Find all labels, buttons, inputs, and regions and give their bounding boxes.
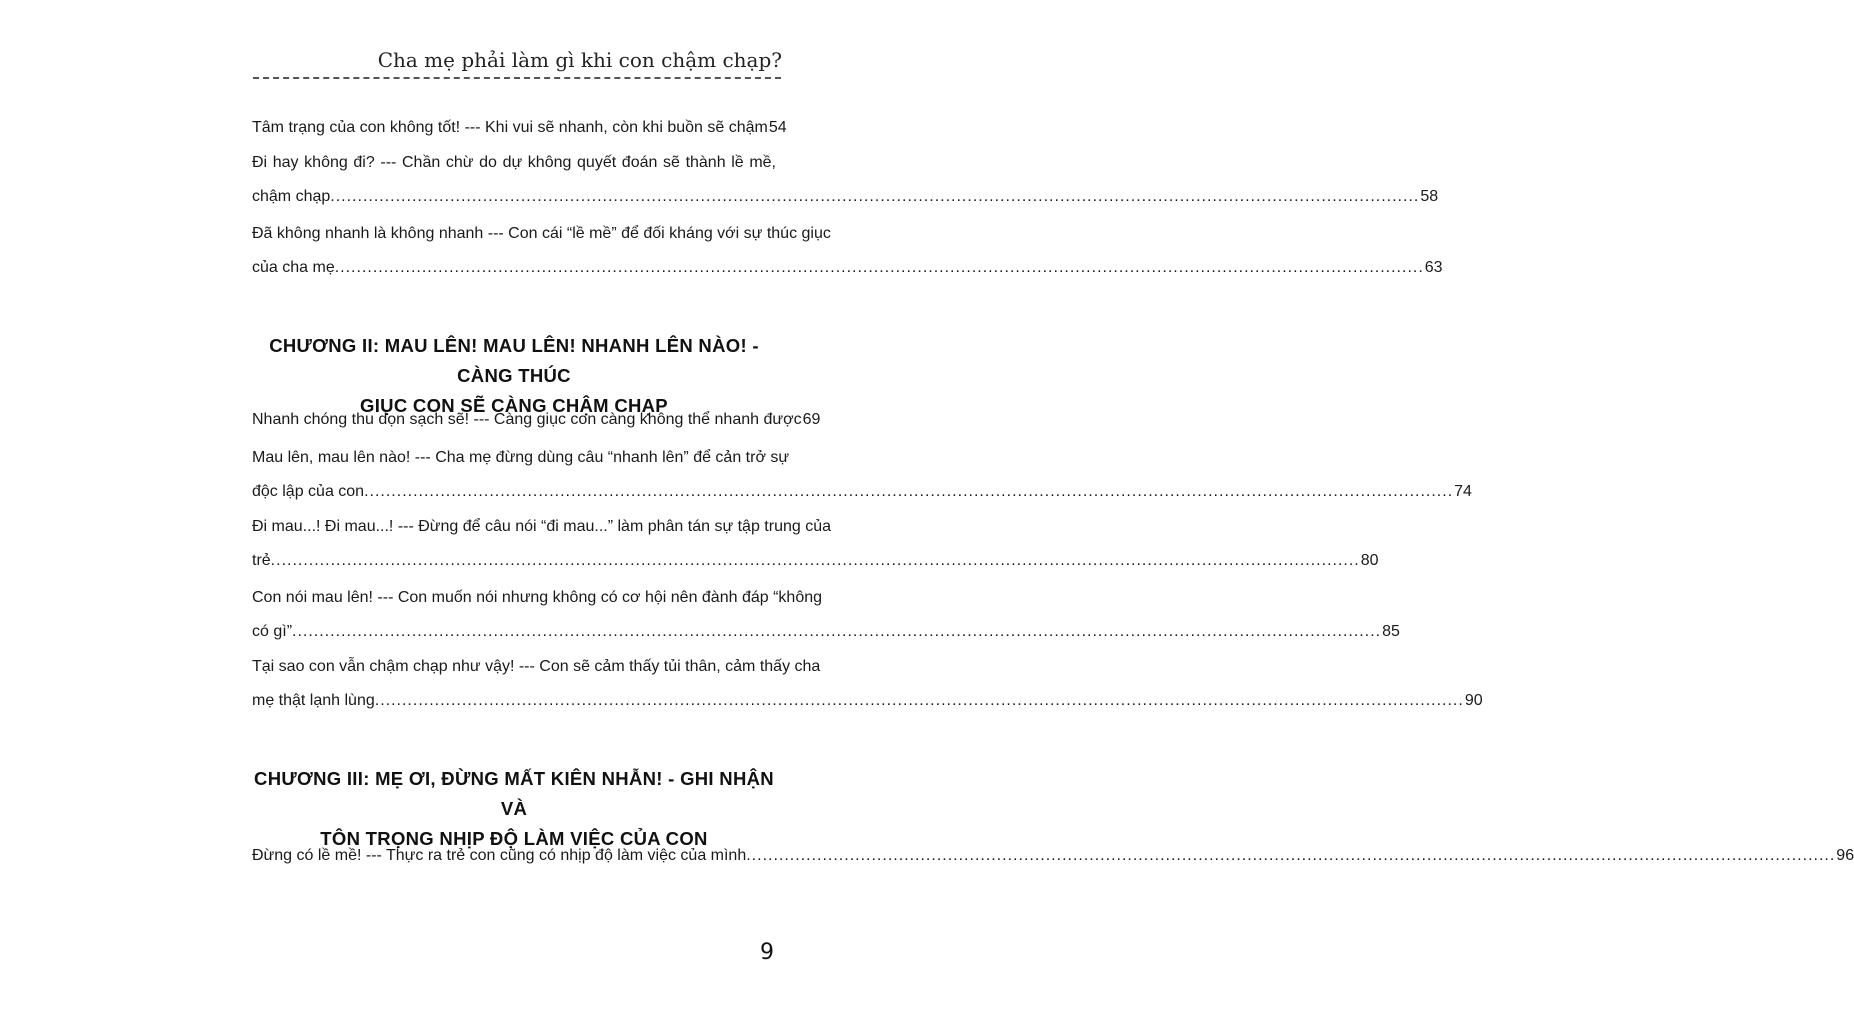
toc-entry-page: 96	[1836, 847, 1854, 864]
toc-entry-page: 69	[802, 411, 821, 428]
toc-entry-line1: Đi mau...! Đi mau...! --- Đừng để câu nói “đi mau...” làm phân tán sự tập trung của	[252, 518, 831, 535]
toc-entry-page: 63	[1424, 259, 1443, 276]
toc-entry	[252, 118, 787, 138]
toc-entry-page: 74	[1454, 483, 1472, 500]
toc-entry-line1: Tại sao con vẫn chậm chạp như vậy! --- Con sẽ cảm thấy tủi thân, cảm thấy cha	[252, 658, 821, 675]
toc-entry-line2	[252, 187, 1439, 207]
toc-leader-dots: ........................................................................................................................................................................................................	[270, 552, 1360, 569]
toc-leader-dots: ........................................................................................................................................................................................................	[746, 847, 1836, 864]
toc-entry-title: trẻ	[252, 552, 271, 569]
toc-entry-line2	[252, 482, 1472, 502]
toc-entry-title: Tâm trạng của con không tốt! --- Khi vui sẽ nhanh, còn khi buồn sẽ chậm	[252, 119, 768, 136]
toc-entry-title: chậm chạp	[252, 188, 331, 205]
toc-leader-dots: ........................................................................................................................................................................................................	[292, 623, 1382, 640]
toc-leader-dots: ........................................................................................................................................................................................................	[334, 259, 1424, 276]
toc-entry-line1: Đi hay không đi? --- Chần chừ do dự không quyết đoán sẽ thành lề mề,	[252, 154, 776, 171]
running-head: Cha mẹ phải làm gì khi con chậm chạp?	[377, 48, 782, 72]
toc-entry-page: 90	[1464, 692, 1483, 709]
toc-entry-title: của cha mẹ	[252, 259, 335, 276]
toc-leader-dots: ........................................................................................................................................................................................................	[330, 188, 1420, 205]
toc-entry-title: Đừng có lề mề! --- Thực ra trẻ con cũng có nhịp độ làm việc của mình	[252, 847, 747, 864]
toc-entry-page: 58	[1420, 188, 1439, 205]
toc-entry-line2	[252, 691, 1483, 711]
toc-entry-line1: Con nói mau lên! --- Con muốn nói nhưng không có cơ hội nên đành đáp “không	[252, 589, 823, 606]
toc-leader-dots: ........................................................................................................................................................................................................	[364, 483, 1454, 500]
toc-entry-page: 85	[1382, 623, 1400, 640]
chapter-heading	[252, 764, 776, 854]
toc-entry-title: có gì”	[252, 623, 293, 640]
toc-entry-line2	[252, 622, 1400, 642]
toc-entry-line1: Đã không nhanh là không nhanh --- Con cái “lề mề” để đối kháng với sự thúc giục	[252, 225, 831, 242]
toc-entry-line2	[252, 258, 1443, 278]
chapter-heading-line2: TÔN TRỌNG NHỊP ĐỘ LÀM VIỆC CỦA CON	[320, 828, 708, 849]
chapter-heading-line1: CHƯƠNG III: MẸ ƠI, ĐỪNG MẤT KIÊN NHẪN! - GHI NHẬN VÀ	[254, 768, 774, 819]
toc-leader-dots: ........................................................................................................................................................................................................	[374, 692, 1464, 709]
toc-entry-page: 80	[1360, 552, 1379, 569]
chapter-heading	[252, 331, 776, 421]
toc-entry	[252, 410, 821, 430]
chapter-heading-line1: CHƯƠNG II: MAU LÊN! MAU LÊN! NHANH LÊN NÀO! - CÀNG THÚC	[269, 335, 759, 386]
chapter-heading-line2: GIỤC CON SẼ CÀNG CHẬM CHẠP	[360, 395, 668, 416]
toc-entry-line1: Mau lên, mau lên nào! --- Cha mẹ đừng dùng câu “nhanh lên” để cản trở sự	[252, 449, 790, 466]
toc-entry-line2	[252, 551, 1379, 571]
toc-entry	[252, 846, 1854, 866]
toc-entry-title: Nhanh chóng thu dọn sạch sẽ! --- Càng giục con càng không thể nhanh được	[252, 411, 802, 428]
toc-entry-title: độc lập của con	[252, 483, 365, 500]
toc-entry-title: mẹ thật lạnh lùng	[252, 692, 375, 709]
page-number: 9	[760, 940, 774, 965]
running-head-rule	[253, 77, 781, 79]
toc-entry-page: 54	[768, 119, 787, 136]
